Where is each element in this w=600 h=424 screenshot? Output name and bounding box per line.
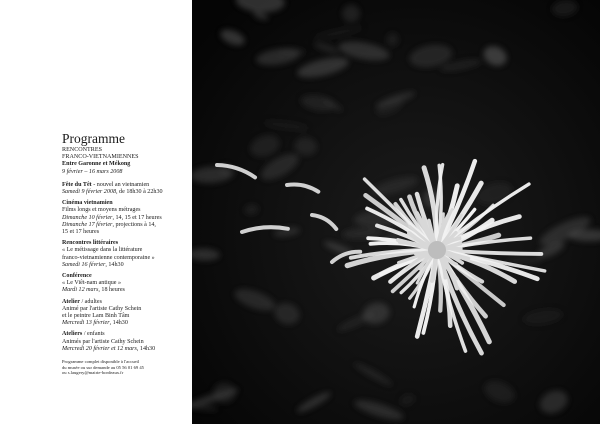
section-line: Animé par l'artiste Cathy Schein bbox=[62, 305, 142, 312]
section-line: franco-vietnamienne contemporaine » bbox=[62, 254, 155, 261]
section-line: « Le Viêt-nam antique » bbox=[62, 280, 122, 287]
flower-centre bbox=[428, 241, 446, 259]
section-heading: Conférence bbox=[62, 273, 92, 280]
section-line: « Le métissage dans la littérature bbox=[62, 247, 143, 254]
section-line: Animés par l'artiste Cathy Schein bbox=[62, 338, 144, 345]
section-time: , 14h30 bbox=[109, 320, 128, 327]
section-date: Mardi 12 mars bbox=[62, 287, 99, 294]
footer-line: Programme complet disponible à l'accueil bbox=[62, 359, 140, 365]
section-date: Dimanche 17 février bbox=[62, 221, 113, 228]
section-heading-rest: - nouvel an vietnamien bbox=[91, 181, 150, 188]
section-time: , 18 heures bbox=[98, 287, 125, 294]
section-time: , projections à 14, bbox=[112, 221, 156, 228]
section-heading-rest: / adultes bbox=[79, 298, 102, 305]
section-atelier-adultes bbox=[62, 299, 190, 328]
footer-line: ou s.laugery@mairie-bordeaux.fr bbox=[62, 370, 124, 376]
event-name: Entre Garonne et Mékong bbox=[62, 161, 131, 168]
section-date: Samedi 16 février bbox=[62, 261, 106, 268]
section-heading: Cinéma vietnamien bbox=[62, 200, 113, 207]
section-heading: Ateliers bbox=[62, 331, 83, 338]
section-ateliers-enfants bbox=[62, 331, 190, 353]
subtitle-line-2: FRANCO-VIETNAMIENNES bbox=[62, 154, 139, 161]
section-date: Mercredi 20 février et 12 mars bbox=[62, 345, 137, 352]
section-line: Films longs et moyens métrages bbox=[62, 207, 141, 214]
section-date: Mercredi 13 février bbox=[62, 320, 110, 327]
programme-column bbox=[62, 131, 190, 376]
section-cinema bbox=[62, 200, 190, 236]
footer-line: du musée ou sur demande au 05 56 01 69 45 bbox=[62, 364, 144, 370]
section-heading: Fête du Têt bbox=[62, 181, 92, 188]
section-line: et le peintre Lam Binh Tâm bbox=[62, 313, 130, 320]
section-date: Samedi 9 février 2008 bbox=[62, 189, 116, 196]
section-rencontres-litteraires bbox=[62, 240, 190, 269]
section-time: , de 18h30 à 22h30 bbox=[116, 189, 163, 196]
subtitle-line-1: RENCONTRES bbox=[62, 147, 102, 153]
section-heading: Rencontres littéraires bbox=[62, 240, 119, 247]
section-fete-du-tet bbox=[62, 182, 190, 196]
flower-photo bbox=[192, 0, 600, 424]
section-time: , 14, 15 et 17 heures bbox=[112, 214, 162, 221]
section-line: 15 et 17 heures bbox=[62, 229, 100, 236]
footer-note bbox=[62, 359, 190, 376]
event-dates: 9 février – 16 mars 2008 bbox=[62, 168, 123, 175]
programme-title: Programme bbox=[62, 131, 125, 146]
section-heading-rest: / enfants bbox=[82, 331, 105, 338]
chrysanthemum-image bbox=[192, 0, 600, 424]
section-heading: Atelier bbox=[62, 298, 80, 305]
section-conference bbox=[62, 273, 190, 295]
section-time: , 14h30 bbox=[136, 345, 156, 352]
programme-panel bbox=[0, 0, 192, 424]
section-time: , 14h30 bbox=[105, 261, 124, 268]
section-date: Dimanche 10 février bbox=[62, 214, 113, 221]
